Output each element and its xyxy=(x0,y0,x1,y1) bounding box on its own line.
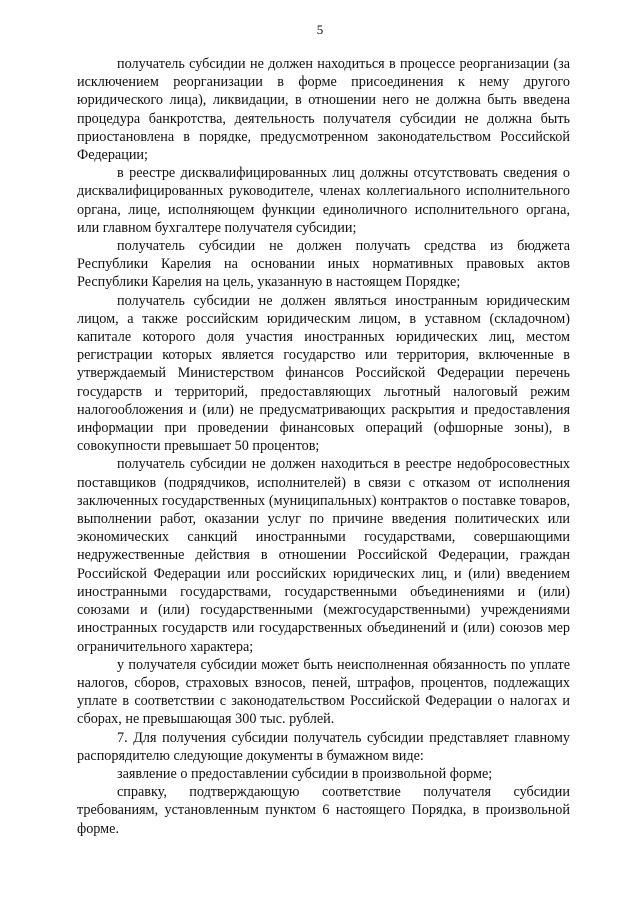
document-body xyxy=(77,55,570,838)
paragraph-section-7: 7. Для получения субсидии получатель субсидии представляет главному распорядителю следующие документы в бумажном виде: xyxy=(77,729,570,764)
paragraph-reorganization-condition: получатель субсидии не должен находиться в процессе реорганизации (за исключением реорганизации в форме присоединения к нему другого юридического лица), ликвидации, в отношении него не должна быть введена процедура банкротства, деятельность получателя субсидии не должна быть приостановлена в порядке, предусмотренном законодательством Российской Федерации; xyxy=(77,56,570,164)
paragraph-foreign-entity: получатель субсидии не должен являться иностранным юридическим лицом, а также российским юридическим лицом, в уставном (складочном) капитале которого доля участия иностранных юридических лиц, местом регистрации которых является государство или территория, включенные в утверждаемый Министерством финансов Российской Федерации перечень государств и территорий, предоставляющих льготный налоговый режим налогообложения и (или) не предусматривающих раскрытия и предоставления информации при проведении финансовых операций (офшорные зоны), в совокупности превышает 50 процентов; xyxy=(77,292,570,455)
paragraph-tax-debt: у получателя субсидии может быть неисполненная обязанность по уплате налогов, сборов, страховых взносов, пеней, штрафов, процентов, подлежащих уплате в соответствии с законодательством Российской Федерации о налогах и сборах, не превышающая 300 тыс. рублей. xyxy=(77,656,570,728)
paragraph-application: заявление о предоставлении субсидии в произвольной форме; xyxy=(117,765,493,782)
paragraph-certificate: справку, подтверждающую соответствие получателя субсидии требованиям, установленным пунктом 6 настоящего Порядка, в произвольной форме. xyxy=(77,784,570,837)
paragraph-budget-funds: получатель субсидии не должен получать средства из бюджета Республики Карелия на основании иных нормативных правовых актов Республики Карелия на цель, указанную в настоящем Порядке; xyxy=(77,238,570,291)
page-number: 5 xyxy=(316,22,324,37)
paragraph-unscrupulous-suppliers: получатель субсидии не должен находиться в реестре недобросовестных поставщиков (подрядчиков, исполнителей) в связи с отказом от исполнения заключенных государственных (муниципальных) контрактов о поставке товаров, выполнении работ, оказании услуг по причине введения политических или экономических санкций иностранными государствами, совершающими недружественные действия в отношении Российской Федерации, граждан Российской Федерации или российских юридических лиц, и (или) введением иностранными государствами, государственными объединениями и (или) союзами и (или) государственными (межгосударственными) учреждениями иностранных государств или государственных объединений и (или) союзов мер ограничительного характера; xyxy=(77,456,570,655)
paragraph-disqualified-persons: в реестре дисквалифицированных лиц должны отсутствовать сведения о дисквалифицированных руководителе, членах коллегиального исполнительного органа, лице, исполняющем функции единоличного исполнительного органа, или главном бухгалтере получателя субсидии; xyxy=(77,165,570,236)
